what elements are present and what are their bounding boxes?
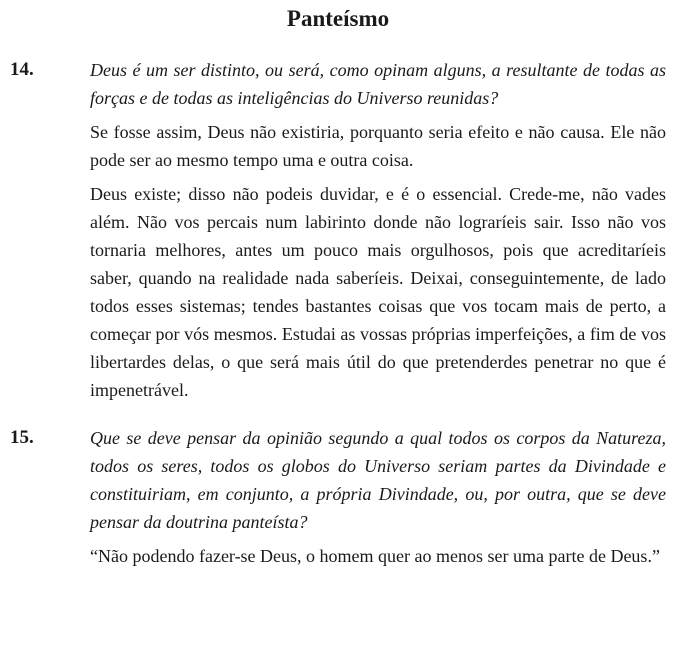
question-14 (10, 56, 666, 410)
question-text: Deus é um ser distinto, ou será, como opinam alguns, a resultante de todas as forças e de todas as inteligências do Universo reunidas? (90, 60, 666, 108)
question-body (90, 56, 666, 410)
section-title: Panteísmo (286, 6, 390, 31)
answer-paragraph: Se fosse assim, Deus não existiria, porquanto seria efeito e não causa. Ele não pode ser ao mesmo tempo uma e outra coisa. (90, 122, 666, 170)
question-number: 15. (10, 427, 34, 448)
question-15 (10, 424, 666, 576)
question-number: 14. (10, 59, 34, 80)
question-body (90, 424, 666, 576)
question-text: Que se deve pensar da opinião segundo a qual todos os corpos da Natureza, todos os seres, todos os globos do Universo seriam partes da Divindade e constituiriam, em conjunto, a própria Divindade, ou, por outra, que se deve pensar da doutrina panteísta? (90, 428, 666, 532)
answer-paragraph: Deus existe; disso não podeis duvidar, e é o essencial. Crede-me, não vades além. Não vos percais num labirinto donde não lograríeis sair. Isso não vos tornaria melhores, antes um pouco mais orgulhosos, pois que acreditaríeis saber, quando na realidade nada saberíeis. Deixai, conseguintemente, de lado todos esses sistemas; tendes bastantes coisas que vos tocam mais de perto, a começar por vós mesmos. Estudai as vossas próprias imperfeições, a fim de vos libertardes delas, o que será mais útil do que pretenderdes penetrar no que é impenetrável. (90, 184, 666, 400)
answer-paragraph: “Não podendo fazer-se Deus, o homem quer ao menos ser uma parte de Deus.” (90, 546, 660, 566)
